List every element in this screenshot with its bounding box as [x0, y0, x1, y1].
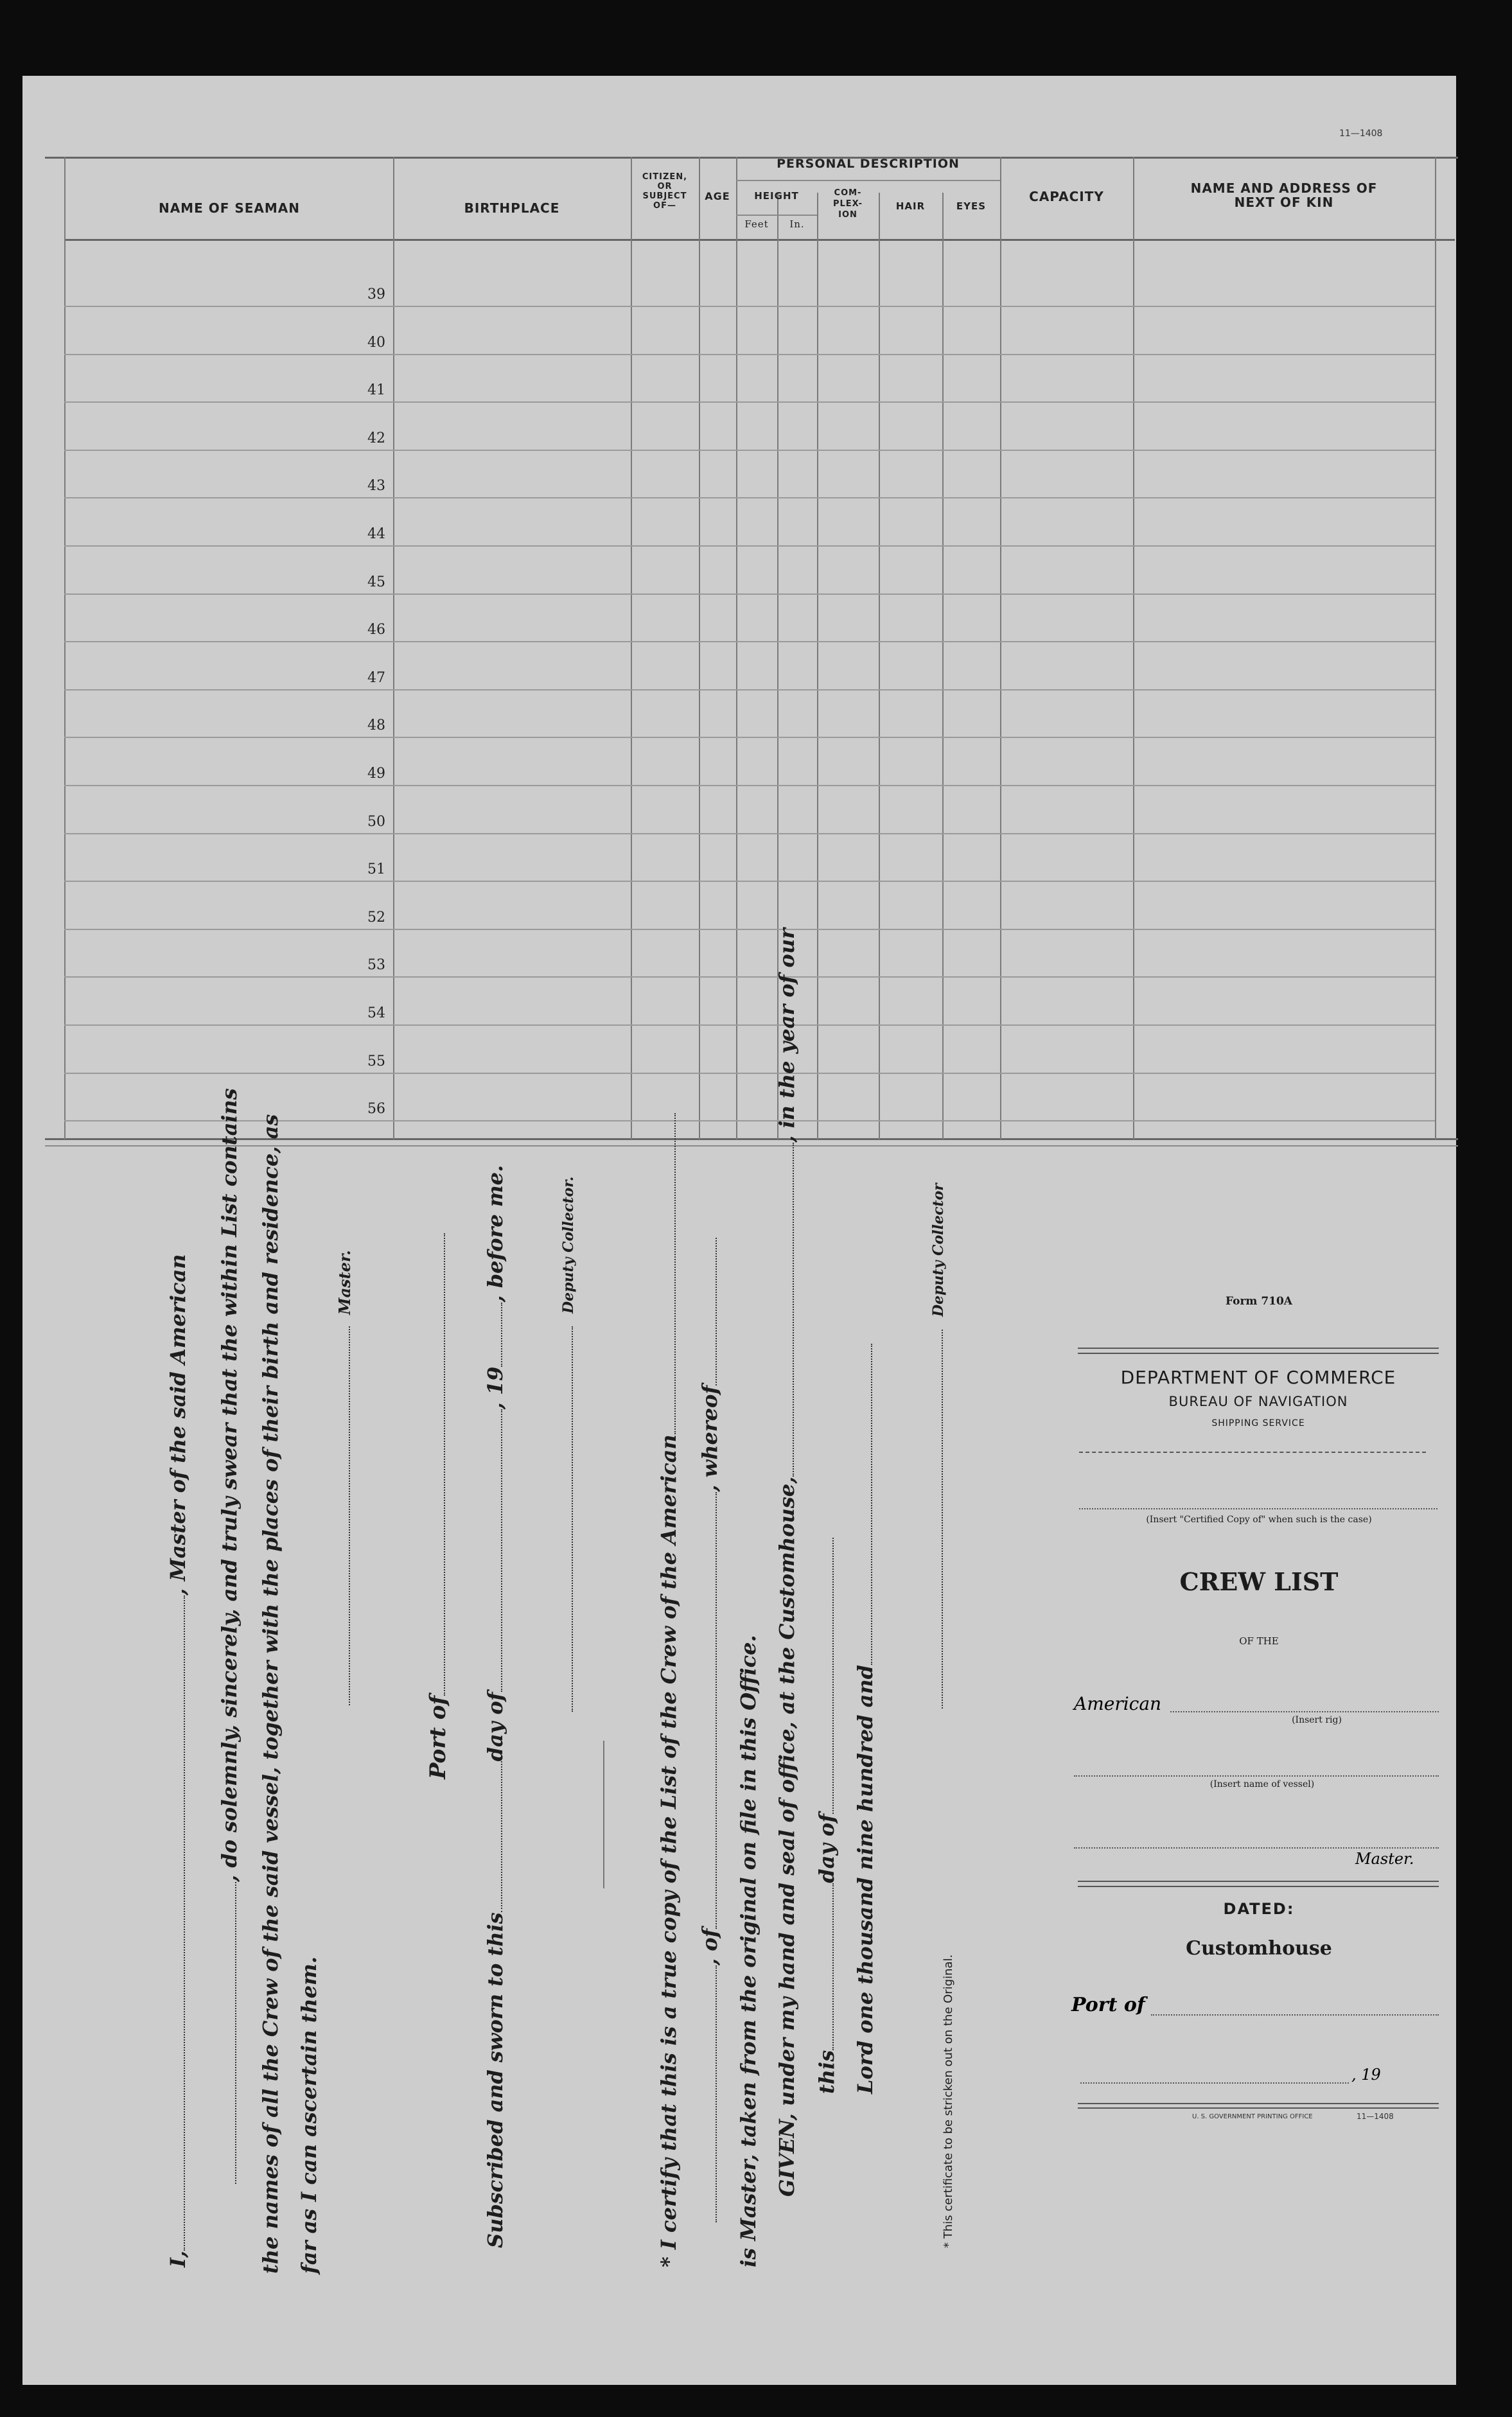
row-rule: [64, 881, 1435, 882]
cert-rig-blank[interactable]: [716, 1965, 717, 2222]
height-divider: [736, 215, 817, 216]
cover-dated: DATED:: [1223, 1900, 1295, 1918]
cert-of-label: , of: [698, 1928, 722, 1965]
row-rule: [64, 497, 1435, 498]
cert-whereof-label: , whereof: [698, 1385, 722, 1492]
cover-vessel-name-blank[interactable]: [1074, 1775, 1439, 1777]
cert-line-6: [853, 1344, 877, 2094]
cert-deputy-signature: [930, 1183, 947, 1709]
header-next-of-kin: NAME AND ADDRESS OF NEXT OF KIN: [1190, 180, 1378, 210]
row-number: 48: [367, 717, 385, 734]
jurat-year-blank[interactable]: [501, 1303, 502, 1367]
row-number: 39: [367, 286, 385, 303]
row-rule: [64, 306, 1435, 307]
cert-line-5: [814, 1538, 839, 2094]
header-personal-description: PERSONAL DESCRIPTION: [777, 157, 960, 171]
col-line: [879, 193, 880, 1139]
jurat-port-of: [425, 1233, 451, 1779]
jurat-deputy-blank[interactable]: [572, 1326, 573, 1712]
jurat-deputy-signature: [560, 1177, 577, 1712]
oath-master-of-american: , Master of the said American: [166, 1254, 190, 1595]
col-line: [1000, 157, 1001, 1139]
cover-date-blank[interactable]: [1080, 2082, 1349, 2084]
cover-form-number: Form 710A: [1225, 1295, 1293, 1308]
cert-year-blank[interactable]: [871, 1344, 872, 1665]
cover-port-of: Port of: [1071, 1994, 1145, 2016]
row-number: 50: [367, 814, 385, 830]
row-rule: [64, 1073, 1435, 1074]
cert-deputy-blank[interactable]: [942, 1330, 943, 1709]
cover-service: SHIPPING SERVICE: [1211, 1418, 1305, 1428]
col-line: [942, 193, 944, 1139]
header-citizen: CITIZEN, OR SUBJECT OF—: [642, 172, 688, 211]
cover-insert-name: (Insert name of vessel): [1209, 1779, 1315, 1789]
col-line: [631, 157, 632, 1139]
header-age: AGE: [705, 190, 730, 202]
corner-form-code: 11—1408: [1339, 128, 1383, 139]
row-rule: [64, 401, 1435, 403]
row-rule: [64, 450, 1435, 451]
jurat-port-of-label: Port of: [425, 1695, 451, 1779]
oath-line-3: the names of all the Crew of the said vessel, together with the places of their birth and residence, as: [258, 1114, 283, 2274]
cert-month-blank[interactable]: [832, 1538, 834, 1814]
cert-port-blank[interactable]: [716, 1492, 717, 1929]
row-number: 54: [367, 1005, 385, 1021]
cert-year-of-our: , in the year of our: [775, 927, 799, 1143]
header-bottom-border: [64, 239, 1455, 241]
cover-rule: [1078, 1881, 1439, 1882]
row-rule: [64, 1024, 1435, 1026]
header-height: HEIGHT: [754, 190, 799, 202]
row-rule: [64, 593, 1435, 595]
oath-line-2: [217, 1088, 242, 2184]
col-line: [393, 157, 394, 1139]
jurat-year-label: , 19: [483, 1366, 507, 1410]
oath-master-signature: [335, 1250, 354, 1705]
master-signature-blank[interactable]: [349, 1326, 350, 1705]
cert-deputy-label: Deputy Collector: [930, 1183, 947, 1317]
col-line: [1133, 157, 1134, 1139]
cover-rule: [1078, 1348, 1439, 1349]
cert-master-blank[interactable]: [716, 1238, 717, 1385]
cover-title: CREW LIST: [1179, 1567, 1339, 1596]
cover-customhouse: Customhouse: [1186, 1937, 1332, 1960]
cert-line-4: [775, 928, 799, 2197]
cover-dashed-rule: [1079, 1452, 1426, 1453]
row-number: 47: [367, 670, 385, 686]
row-number: 44: [367, 526, 385, 542]
header-name-of-seaman: NAME OF SEAMAN: [158, 200, 301, 216]
certified-copy-blank[interactable]: [1079, 1508, 1437, 1509]
row-number: 43: [367, 478, 385, 494]
cert-line-3: is Master, taken from the original on file in this Office.: [736, 1635, 760, 2267]
row-number: 56: [367, 1101, 385, 1117]
cert-day-blank[interactable]: [832, 1883, 834, 2050]
col-line: [1435, 157, 1436, 1139]
table-bottom-border-2: [45, 1145, 1458, 1147]
row-number: 49: [367, 766, 385, 782]
row-number: 55: [367, 1053, 385, 1069]
row-number: 45: [367, 574, 385, 590]
col-line: [64, 157, 66, 1139]
cover-rig-blank[interactable]: [1170, 1711, 1439, 1712]
cover-rule: [1078, 2103, 1439, 2104]
cert-true-copy-text: * I certify that this is a true copy of the List of the Crew of the American: [656, 1434, 681, 2267]
cert-day-of-label: day of: [814, 1813, 839, 1883]
jurat-day-blank[interactable]: [501, 1761, 502, 1912]
cover-printer: U. S. GOVERNMENT PRINTING OFFICE: [1192, 2113, 1313, 2120]
row-rule: [64, 689, 1435, 690]
row-number: 52: [367, 910, 385, 926]
cert-american-blank[interactable]: [674, 1113, 676, 1434]
col-line: [736, 157, 737, 1139]
row-number: 46: [367, 622, 385, 638]
jurat-before-me: , before me.: [483, 1165, 507, 1303]
cover-year: , 19: [1351, 2066, 1381, 2084]
row-number: 53: [367, 957, 385, 973]
row-rule: [64, 737, 1435, 738]
cert-customhouse-blank[interactable]: [793, 1143, 794, 1477]
oath-swear-text: , do solemnly, sincerely, and truly swear that the within List contains: [217, 1088, 242, 1882]
oath-line-4: far as I can ascertain them.: [297, 1956, 321, 2274]
cover-port-blank[interactable]: [1151, 2014, 1439, 2016]
row-rule: [64, 354, 1435, 355]
row-number: 42: [367, 430, 385, 446]
jurat-port-blank[interactable]: [444, 1233, 445, 1696]
row-rule: [64, 545, 1435, 547]
cover-of-the: OF THE: [1239, 1635, 1279, 1647]
row-rule: [64, 976, 1435, 978]
row-rule: [64, 785, 1435, 786]
oath-line-1: [166, 1254, 190, 2267]
cert-line-1: [656, 1113, 681, 2267]
row-rule: [64, 641, 1435, 642]
cover-bureau: BUREAU OF NAVIGATION: [1168, 1394, 1348, 1409]
col-line: [817, 193, 818, 1139]
row-number: 41: [367, 382, 385, 398]
row-rule: [64, 833, 1435, 834]
cert-lord-text: Lord one thousand nine hundred and: [853, 1665, 877, 2094]
oath-i: I,: [166, 2250, 190, 2267]
row-number: 40: [367, 335, 385, 351]
vessel-name-blank[interactable]: [235, 1882, 236, 2184]
oath-master-label: Master.: [335, 1250, 354, 1315]
cover-printer-code: 11—1408: [1357, 2112, 1394, 2121]
cover-american: American: [1074, 1693, 1162, 1714]
header-hair: HAIR: [895, 200, 926, 212]
cover-rule: [1078, 1353, 1439, 1354]
jurat-day-of-label: day of: [483, 1692, 507, 1762]
cover-insert-rig: (Insert rig): [1292, 1715, 1342, 1725]
header-capacity: CAPACITY: [1029, 189, 1104, 204]
cover-master-label: Master.: [1355, 1850, 1414, 1868]
personal-desc-divider: [736, 180, 1000, 181]
header-birthplace: BIRTHPLACE: [464, 200, 560, 216]
jurat-subscribed-text: Subscribed and sworn to this: [483, 1912, 507, 2248]
cert-line-2: [698, 1238, 722, 2222]
cert-footnote: * This certificate to be stricken out on the Original.: [942, 1954, 955, 2248]
cert-this-label: this: [814, 2050, 839, 2094]
row-number: 51: [367, 861, 385, 877]
jurat-deputy-label: Deputy Collector.: [560, 1176, 577, 1314]
jurat-month-blank[interactable]: [501, 1409, 502, 1692]
header-inches: In.: [789, 218, 805, 230]
cover-insert-certified: (Insert "Certified Copy of" when such is the case): [1146, 1515, 1372, 1525]
seal-rule: [603, 1741, 604, 1888]
row-rule: [64, 929, 1435, 930]
jurat-subscribed-line: [483, 1165, 507, 2248]
cover-rule: [1078, 2107, 1439, 2109]
table-bottom-border: [45, 1138, 1458, 1140]
cover-rule: [1078, 1886, 1439, 1887]
col-line: [699, 157, 700, 1139]
cover-department: DEPARTMENT OF COMMERCE: [1120, 1367, 1396, 1388]
header-feet: Feet: [744, 218, 769, 230]
cover-master-blank[interactable]: [1074, 1847, 1439, 1849]
header-complexion: COM- PLEX- ION: [832, 188, 863, 220]
master-name-blank[interactable]: [184, 1595, 185, 2251]
header-eyes: EYES: [956, 200, 987, 212]
cert-given-text: GIVEN, under my hand and seal of office, at the Customhouse,: [775, 1476, 799, 2197]
